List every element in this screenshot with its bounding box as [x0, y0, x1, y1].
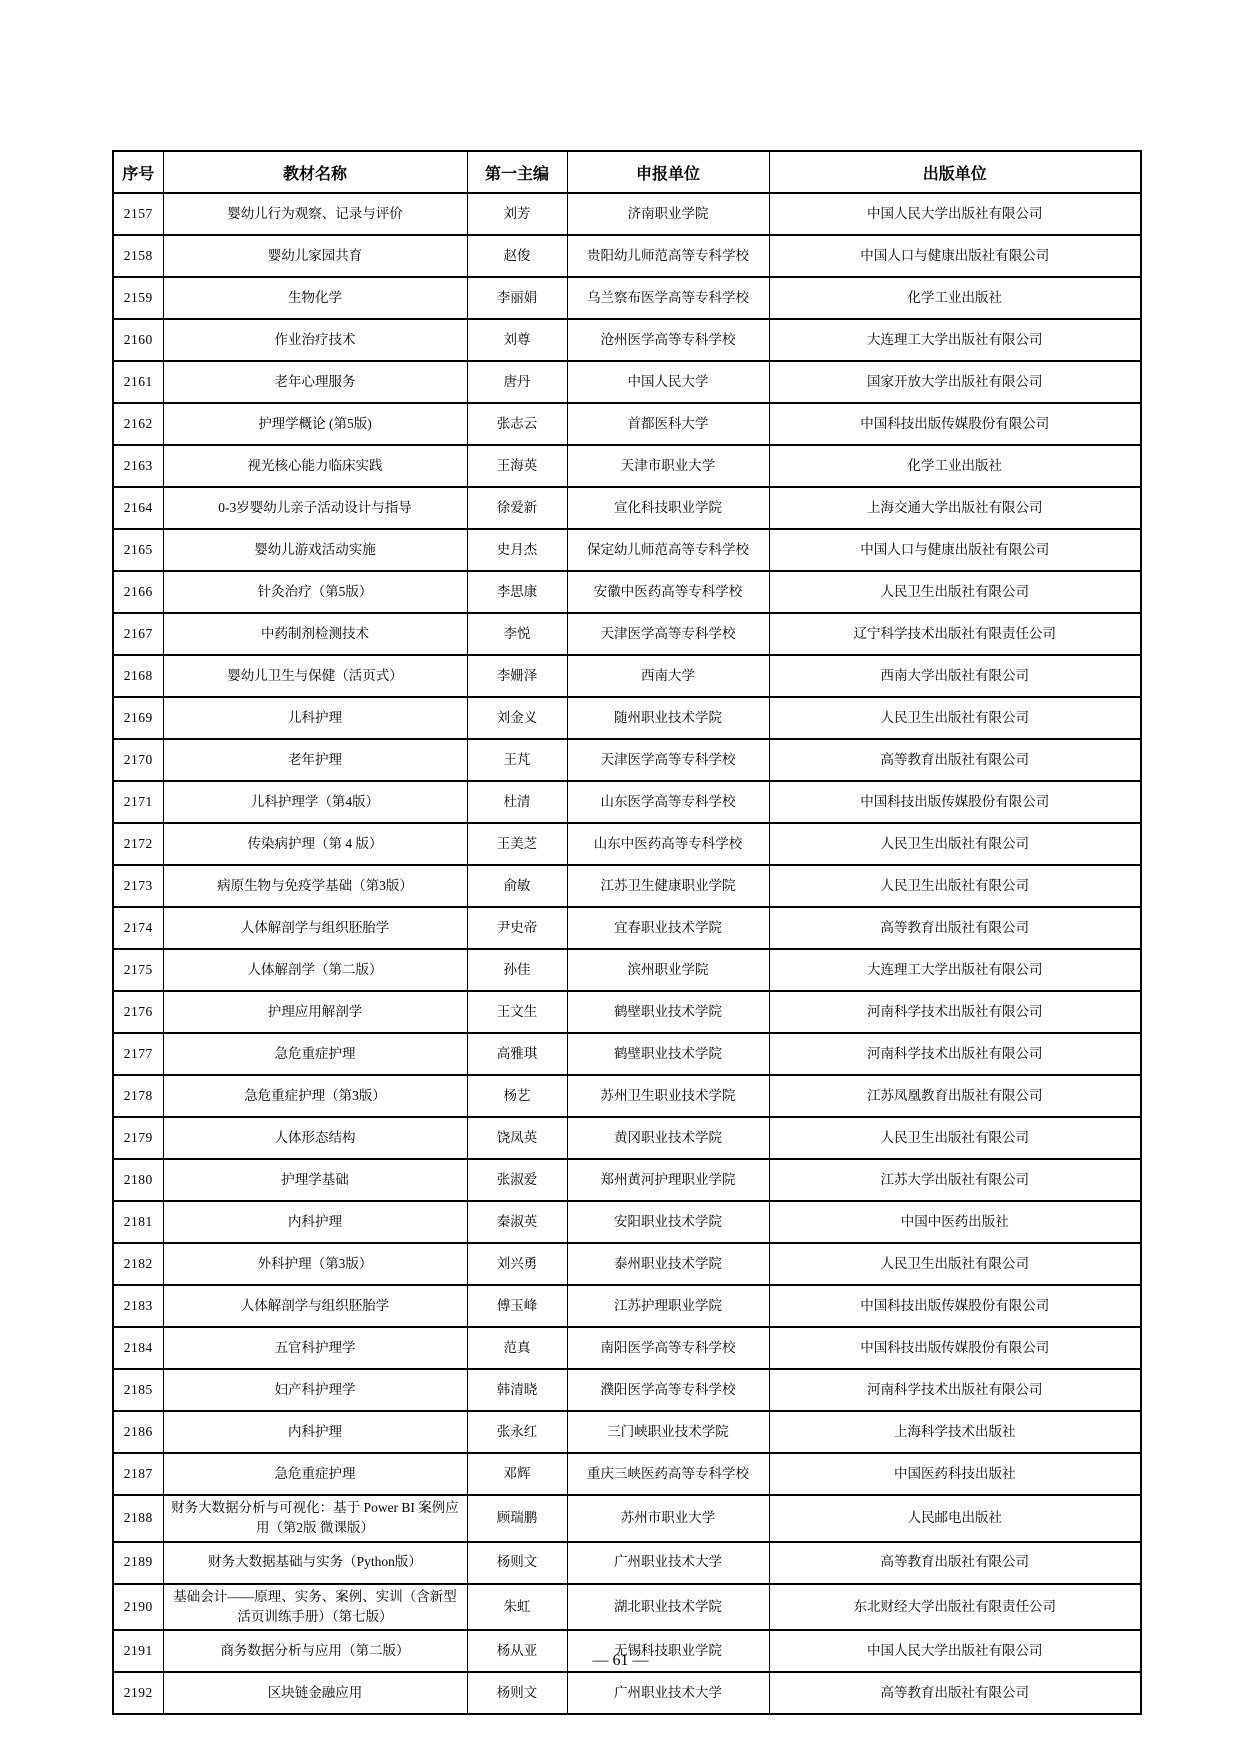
- cell-title: 急危重症护理: [163, 1453, 467, 1495]
- cell-title: 婴幼儿家园共育: [163, 235, 467, 277]
- cell-unit: 济南职业学院: [567, 193, 769, 235]
- cell-unit: 黄冈职业技术学院: [567, 1117, 769, 1159]
- cell-title: 人体解剖学与组织胚胎学: [163, 907, 467, 949]
- cell-title: 内科护理: [163, 1411, 467, 1453]
- cell-title: 护理学基础: [163, 1159, 467, 1201]
- cell-serial: 2191: [113, 1630, 163, 1672]
- cell-editor: 范真: [467, 1327, 567, 1369]
- cell-unit: 郑州黄河护理职业学院: [567, 1159, 769, 1201]
- table-row: [113, 1453, 1141, 1495]
- cell-serial: 2159: [113, 277, 163, 319]
- table-row: [113, 1159, 1141, 1201]
- cell-editor: 赵俊: [467, 235, 567, 277]
- cell-editor: 杨艺: [467, 1075, 567, 1117]
- cell-serial: 2190: [113, 1584, 163, 1631]
- cell-unit: 南阳医学高等专科学校: [567, 1327, 769, 1369]
- cell-publisher: 人民卫生出版社有限公司: [769, 571, 1141, 613]
- cell-unit: 天津医学高等专科学校: [567, 739, 769, 781]
- cell-editor: 杨则文: [467, 1542, 567, 1584]
- table-row: [113, 277, 1141, 319]
- table-row: [113, 235, 1141, 277]
- column-header-3: 申报单位: [567, 151, 769, 193]
- cell-publisher: 人民卫生出版社有限公司: [769, 865, 1141, 907]
- cell-unit: 天津医学高等专科学校: [567, 613, 769, 655]
- cell-unit: 鹤壁职业技术学院: [567, 1033, 769, 1075]
- cell-title: 婴幼儿行为观察、记录与评价: [163, 193, 467, 235]
- cell-serial: 2170: [113, 739, 163, 781]
- cell-publisher: 上海交通大学出版社有限公司: [769, 487, 1141, 529]
- table-row: [113, 1075, 1141, 1117]
- table-row: [113, 445, 1141, 487]
- cell-serial: 2177: [113, 1033, 163, 1075]
- cell-editor: 邓辉: [467, 1453, 567, 1495]
- cell-serial: 2176: [113, 991, 163, 1033]
- cell-title: 老年心理服务: [163, 361, 467, 403]
- cell-title: 婴幼儿卫生与保健（活页式）: [163, 655, 467, 697]
- table-row: [113, 739, 1141, 781]
- cell-title: 儿科护理: [163, 697, 467, 739]
- column-header-4: 出版单位: [769, 151, 1141, 193]
- cell-editor: 顾瑞鹏: [467, 1495, 567, 1542]
- cell-serial: 2179: [113, 1117, 163, 1159]
- cell-unit: 宜春职业技术学院: [567, 907, 769, 949]
- cell-serial: 2160: [113, 319, 163, 361]
- table-row: [113, 1117, 1141, 1159]
- cell-publisher: 中国科技出版传媒股份有限公司: [769, 1327, 1141, 1369]
- cell-unit: 乌兰察布医学高等专科学校: [567, 277, 769, 319]
- cell-title: 内科护理: [163, 1201, 467, 1243]
- table-header: [113, 151, 1141, 193]
- cell-editor: 唐丹: [467, 361, 567, 403]
- cell-serial: 2169: [113, 697, 163, 739]
- cell-publisher: 河南科学技术出版社有限公司: [769, 1369, 1141, 1411]
- cell-serial: 2192: [113, 1672, 163, 1714]
- cell-serial: 2185: [113, 1369, 163, 1411]
- cell-serial: 2167: [113, 613, 163, 655]
- cell-title: 0-3岁婴幼儿亲子活动设计与指导: [163, 487, 467, 529]
- cell-serial: 2166: [113, 571, 163, 613]
- cell-editor: 傅玉峰: [467, 1285, 567, 1327]
- cell-title: 婴幼儿游戏活动实施: [163, 529, 467, 571]
- cell-serial: 2182: [113, 1243, 163, 1285]
- cell-publisher: 中国科技出版传媒股份有限公司: [769, 1285, 1141, 1327]
- cell-unit: 广州职业技术大学: [567, 1542, 769, 1584]
- cell-title: 作业治疗技术: [163, 319, 467, 361]
- table-row: [113, 865, 1141, 907]
- cell-publisher: 高等教育出版社有限公司: [769, 1672, 1141, 1714]
- table-row: [113, 1327, 1141, 1369]
- cell-publisher: 化学工业出版社: [769, 277, 1141, 319]
- table-row: [113, 613, 1141, 655]
- textbook-table: [112, 150, 1142, 1715]
- cell-serial: 2180: [113, 1159, 163, 1201]
- cell-editor: 张淑爱: [467, 1159, 567, 1201]
- cell-editor: 史月杰: [467, 529, 567, 571]
- cell-serial: 2178: [113, 1075, 163, 1117]
- cell-unit: 中国人民大学: [567, 361, 769, 403]
- cell-title: 急危重症护理（第3版）: [163, 1075, 467, 1117]
- table-row: [113, 1033, 1141, 1075]
- cell-unit: 濮阳医学高等专科学校: [567, 1369, 769, 1411]
- cell-serial: 2183: [113, 1285, 163, 1327]
- cell-editor: 李悦: [467, 613, 567, 655]
- cell-unit: 江苏护理职业学院: [567, 1285, 769, 1327]
- table-row: [113, 571, 1141, 613]
- cell-publisher: 西南大学出版社有限公司: [769, 655, 1141, 697]
- cell-publisher: 人民邮电出版社: [769, 1495, 1141, 1542]
- cell-publisher: 河南科学技术出版社有限公司: [769, 1033, 1141, 1075]
- table-row: [113, 1584, 1141, 1631]
- cell-publisher: 中国医药科技出版社: [769, 1453, 1141, 1495]
- cell-serial: 2187: [113, 1453, 163, 1495]
- cell-unit: 随州职业技术学院: [567, 697, 769, 739]
- cell-publisher: 中国人民大学出版社有限公司: [769, 1630, 1141, 1672]
- cell-title: 急危重症护理: [163, 1033, 467, 1075]
- cell-unit: 苏州卫生职业技术学院: [567, 1075, 769, 1117]
- cell-publisher: 中国中医药出版社: [769, 1201, 1141, 1243]
- cell-editor: 王海英: [467, 445, 567, 487]
- cell-editor: 李姗泽: [467, 655, 567, 697]
- cell-publisher: 中国人口与健康出版社有限公司: [769, 235, 1141, 277]
- column-header-2: 第一主编: [467, 151, 567, 193]
- column-header-0: 序号: [113, 151, 163, 193]
- cell-title: 五官科护理学: [163, 1327, 467, 1369]
- cell-publisher: 大连理工大学出版社有限公司: [769, 319, 1141, 361]
- cell-serial: 2181: [113, 1201, 163, 1243]
- cell-editor: 尹史帝: [467, 907, 567, 949]
- cell-title: 视光核心能力临床实践: [163, 445, 467, 487]
- table-row: [113, 781, 1141, 823]
- table-row: [113, 1201, 1141, 1243]
- table-row: [113, 949, 1141, 991]
- cell-publisher: 大连理工大学出版社有限公司: [769, 949, 1141, 991]
- table-row: [113, 1243, 1141, 1285]
- cell-title: 人体解剖学与组织胚胎学: [163, 1285, 467, 1327]
- cell-title: 针灸治疗（第5版）: [163, 571, 467, 613]
- cell-serial: 2161: [113, 361, 163, 403]
- cell-unit: 无锡科技职业学院: [567, 1630, 769, 1672]
- cell-editor: 刘芳: [467, 193, 567, 235]
- table-row: [113, 1285, 1141, 1327]
- table-row: [113, 1542, 1141, 1584]
- cell-unit: 山东中医药高等专科学校: [567, 823, 769, 865]
- cell-unit: 滨州职业学院: [567, 949, 769, 991]
- cell-title: 区块链金融应用: [163, 1672, 467, 1714]
- cell-editor: 张永红: [467, 1411, 567, 1453]
- cell-title: 妇产科护理学: [163, 1369, 467, 1411]
- cell-unit: 山东医学高等专科学校: [567, 781, 769, 823]
- cell-editor: 杨则文: [467, 1672, 567, 1714]
- cell-editor: 王美芝: [467, 823, 567, 865]
- cell-editor: 韩清晓: [467, 1369, 567, 1411]
- cell-title: 病原生物与免疫学基础（第3版）: [163, 865, 467, 907]
- column-header-1: 教材名称: [163, 151, 467, 193]
- cell-serial: 2174: [113, 907, 163, 949]
- table-row: [113, 529, 1141, 571]
- cell-title: 人体解剖学（第二版）: [163, 949, 467, 991]
- cell-editor: 杜清: [467, 781, 567, 823]
- table-row: [113, 823, 1141, 865]
- cell-serial: 2175: [113, 949, 163, 991]
- cell-editor: 刘兴勇: [467, 1243, 567, 1285]
- cell-title: 护理应用解剖学: [163, 991, 467, 1033]
- cell-unit: 首都医科大学: [567, 403, 769, 445]
- cell-editor: 饶凤英: [467, 1117, 567, 1159]
- cell-serial: 2188: [113, 1495, 163, 1542]
- cell-publisher: 中国科技出版传媒股份有限公司: [769, 781, 1141, 823]
- cell-publisher: 化学工业出版社: [769, 445, 1141, 487]
- table-row: [113, 1369, 1141, 1411]
- table-row: [113, 487, 1141, 529]
- cell-title: 老年护理: [163, 739, 467, 781]
- cell-serial: 2164: [113, 487, 163, 529]
- cell-publisher: 高等教育出版社有限公司: [769, 907, 1141, 949]
- cell-serial: 2162: [113, 403, 163, 445]
- cell-publisher: 河南科学技术出版社有限公司: [769, 991, 1141, 1033]
- page-number: — 61 —: [592, 1652, 649, 1669]
- cell-title: 护理学概论 (第5版): [163, 403, 467, 445]
- cell-serial: 2168: [113, 655, 163, 697]
- cell-publisher: 人民卫生出版社有限公司: [769, 1117, 1141, 1159]
- table-row: [113, 361, 1141, 403]
- cell-title: 儿科护理学（第4版）: [163, 781, 467, 823]
- cell-serial: 2172: [113, 823, 163, 865]
- table-row: [113, 991, 1141, 1033]
- cell-serial: 2157: [113, 193, 163, 235]
- table-row: [113, 319, 1141, 361]
- cell-editor: 张志云: [467, 403, 567, 445]
- cell-publisher: 人民卫生出版社有限公司: [769, 1243, 1141, 1285]
- table-row: [113, 1411, 1141, 1453]
- cell-editor: 朱虹: [467, 1584, 567, 1631]
- cell-unit: 保定幼儿师范高等专科学校: [567, 529, 769, 571]
- table-row: [113, 655, 1141, 697]
- table-row: [113, 403, 1141, 445]
- cell-publisher: 中国人民大学出版社有限公司: [769, 193, 1141, 235]
- cell-publisher: 中国科技出版传媒股份有限公司: [769, 403, 1141, 445]
- header-row: [113, 151, 1141, 193]
- table-row: [113, 1672, 1141, 1714]
- cell-unit: 贵阳幼儿师范高等专科学校: [567, 235, 769, 277]
- cell-publisher: 上海科学技术出版社: [769, 1411, 1141, 1453]
- table-row: [113, 193, 1141, 235]
- cell-unit: 西南大学: [567, 655, 769, 697]
- cell-editor: 俞敏: [467, 865, 567, 907]
- cell-title: 财务大数据基础与实务（Python版）: [163, 1542, 467, 1584]
- cell-publisher: 江苏大学出版社有限公司: [769, 1159, 1141, 1201]
- cell-serial: 2184: [113, 1327, 163, 1369]
- cell-title: 中药制剂检测技术: [163, 613, 467, 655]
- cell-unit: 三门峡职业技术学院: [567, 1411, 769, 1453]
- cell-publisher: 辽宁科学技术出版社有限责任公司: [769, 613, 1141, 655]
- cell-title: 生物化学: [163, 277, 467, 319]
- cell-unit: 安徽中医药高等专科学校: [567, 571, 769, 613]
- cell-title: 人体形态结构: [163, 1117, 467, 1159]
- table-body: [113, 193, 1141, 1714]
- cell-editor: 秦淑英: [467, 1201, 567, 1243]
- cell-unit: 苏州市职业大学: [567, 1495, 769, 1542]
- cell-editor: 刘尊: [467, 319, 567, 361]
- cell-publisher: 人民卫生出版社有限公司: [769, 823, 1141, 865]
- cell-unit: 江苏卫生健康职业学院: [567, 865, 769, 907]
- cell-serial: 2171: [113, 781, 163, 823]
- cell-unit: 天津市职业大学: [567, 445, 769, 487]
- cell-unit: 沧州医学高等专科学校: [567, 319, 769, 361]
- table-row: [113, 697, 1141, 739]
- table-row: [113, 907, 1141, 949]
- cell-unit: 安阳职业技术学院: [567, 1201, 769, 1243]
- cell-title: 商务数据分析与应用（第二版）: [163, 1630, 467, 1672]
- cell-title: 传染病护理（第 4 版）: [163, 823, 467, 865]
- cell-editor: 李思康: [467, 571, 567, 613]
- cell-publisher: 高等教育出版社有限公司: [769, 1542, 1141, 1584]
- cell-editor: 孙佳: [467, 949, 567, 991]
- cell-editor: 李丽娟: [467, 277, 567, 319]
- cell-serial: 2189: [113, 1542, 163, 1584]
- cell-editor: 王芃: [467, 739, 567, 781]
- cell-serial: 2186: [113, 1411, 163, 1453]
- cell-unit: 宣化科技职业学院: [567, 487, 769, 529]
- cell-unit: 湖北职业技术学院: [567, 1584, 769, 1631]
- cell-unit: 鹤壁职业技术学院: [567, 991, 769, 1033]
- cell-publisher: 人民卫生出版社有限公司: [769, 697, 1141, 739]
- cell-editor: 王文生: [467, 991, 567, 1033]
- cell-title: 外科护理（第3版）: [163, 1243, 467, 1285]
- cell-serial: 2163: [113, 445, 163, 487]
- cell-serial: 2158: [113, 235, 163, 277]
- cell-unit: 广州职业技术大学: [567, 1672, 769, 1714]
- cell-serial: 2173: [113, 865, 163, 907]
- cell-editor: 徐爱新: [467, 487, 567, 529]
- cell-publisher: 东北财经大学出版社有限责任公司: [769, 1584, 1141, 1631]
- cell-serial: 2165: [113, 529, 163, 571]
- cell-publisher: 江苏凤凰教育出版社有限公司: [769, 1075, 1141, 1117]
- table-row: [113, 1495, 1141, 1542]
- cell-title: 基础会计——原理、实务、案例、实训（含新型活页训练手册）（第七版）: [163, 1584, 467, 1631]
- cell-title: 财务大数据分析与可视化：基于 Power BI 案例应用（第2版 微课版）: [163, 1495, 467, 1542]
- cell-publisher: 中国人口与健康出版社有限公司: [769, 529, 1141, 571]
- cell-unit: 泰州职业技术学院: [567, 1243, 769, 1285]
- cell-publisher: 高等教育出版社有限公司: [769, 739, 1141, 781]
- cell-editor: 高雅琪: [467, 1033, 567, 1075]
- cell-unit: 重庆三峡医药高等专科学校: [567, 1453, 769, 1495]
- cell-editor: 刘金义: [467, 697, 567, 739]
- cell-editor: 杨从亚: [467, 1630, 567, 1672]
- cell-publisher: 国家开放大学出版社有限公司: [769, 361, 1141, 403]
